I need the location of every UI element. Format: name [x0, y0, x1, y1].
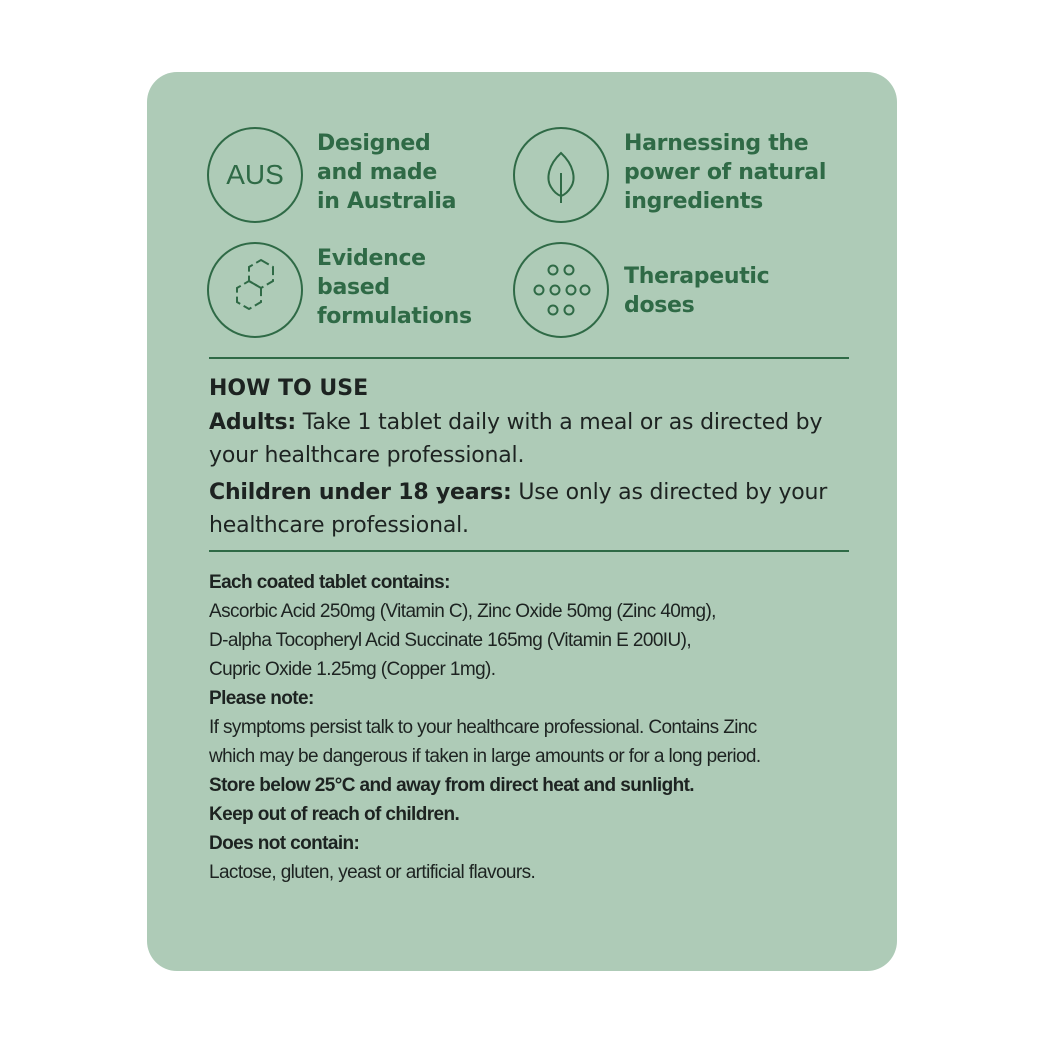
aus-badge-text: AUS: [226, 159, 284, 190]
feature-line: in Australia: [317, 189, 457, 214]
label-panel: [147, 72, 897, 971]
adults-label: Adults:: [209, 410, 296, 435]
hexagon-molecule-icon: [207, 242, 303, 338]
not-contain-text: Lactose, gluten, yeast or artificial flavours.: [209, 862, 536, 883]
contains-line: Cupric Oxide 1.25mg (Copper 1mg).: [209, 659, 496, 680]
feature-natural-label: [624, 129, 826, 216]
contains-heading: Each coated tablet contains:: [209, 572, 450, 593]
children-text: Use only as directed by your healthcare professional.: [209, 480, 828, 538]
divider-bottom: [209, 550, 849, 552]
contains-line: D-alpha Tocopheryl Acid Succinate 165mg (Vitamin E 200IU),: [209, 630, 691, 651]
leaf-icon: [513, 127, 609, 223]
adults-text: Take 1 tablet daily with a meal or as directed by your healthcare professional.: [209, 410, 823, 468]
feature-line: ingredients: [624, 189, 763, 214]
storage-instructions: Store below 25°C and away from direct heat and sunlight.: [209, 775, 694, 796]
feature-line: power of natural: [624, 160, 827, 185]
feature-line: and made: [317, 160, 437, 185]
feature-line: formulations: [317, 304, 472, 329]
children-label: Children under 18 years:: [209, 480, 512, 505]
ingredients-info: [209, 568, 869, 887]
aus-badge-icon: [207, 127, 303, 223]
dots-graphic: [515, 244, 607, 336]
hexagon-molecule-graphic: [209, 244, 301, 336]
feature-line: Harnessing the: [624, 131, 809, 156]
note-line: If symptoms persist talk to your healthcare professional. Contains Zinc: [209, 717, 757, 738]
dots-icon: [513, 242, 609, 338]
not-contain-heading: Does not contain:: [209, 833, 360, 854]
children-warning: Keep out of reach of children.: [209, 804, 460, 825]
feature-designed-label: [317, 129, 456, 216]
adults-instructions: [209, 406, 859, 472]
note-heading: Please note:: [209, 688, 314, 709]
how-to-use-title: HOW TO USE: [209, 376, 369, 401]
feature-line: Therapeutic: [624, 264, 770, 289]
children-instructions: [209, 476, 859, 542]
feature-line: Designed: [317, 131, 431, 156]
note-line: which may be dangerous if taken in large amounts or for a long period.: [209, 746, 761, 767]
contains-line: Ascorbic Acid 250mg (Vitamin C), Zinc Oxide 50mg (Zinc 40mg),: [209, 601, 716, 622]
feature-line: Evidence: [317, 246, 426, 271]
leaf-icon-graphic: [515, 129, 607, 221]
divider-top: [209, 357, 849, 359]
how-to-use-section: [209, 374, 859, 546]
feature-evidence-label: [317, 244, 472, 331]
feature-line: based: [317, 275, 390, 300]
feature-line: doses: [624, 293, 695, 318]
feature-therapeutic-label: [624, 262, 769, 320]
